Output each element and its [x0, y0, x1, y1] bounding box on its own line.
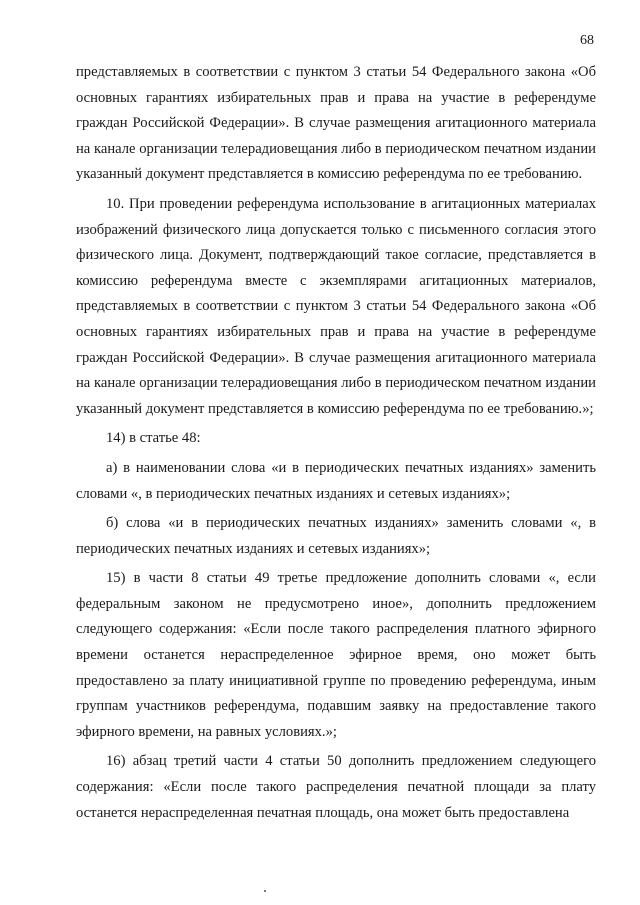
- paragraph-item-14: 14) в статье 48:: [106, 430, 201, 447]
- paragraph-item-14a: а) в наименовании слова «и в периодических печатных изданиях» заменить словами «, в периодических печатных изданиях и сетевых изданиях»;: [76, 459, 596, 502]
- paragraph-item-15: 15) в части 8 статьи 49 третье предложение дополнить словами «, если федеральным законом не предусмотрено иное», дополнить предложением следующего содержания: «Если после такого распределения платного эфирного времени останется нераспределенное эфирное время, оно может быть предоставлено за плату инициативной группе по проведению референдума, иным группам участников референдума, подавшим заявку на предоставление такого эфирного времени, на равных условиях.»;: [76, 570, 596, 740]
- paragraph-item-10: 10. При проведении референдума использование в агитационных материалах изображений физического лица допускается только с письменного согласия этого физического лица. Документ, подтверждающий такое согласие, представляется в комиссию референдума вместе с экземплярами агитационных материалов, представляемых в соответствии с пунктом 3 статьи 54 Федерального закона «Об основных гарантиях избирательных прав и права на участие в референдуме граждан Российской Федерации». В случае размещения агитационного материала на канале организации телерадиовещания либо в периодическом печатном издании указанный документ представляется в комиссию референдума по ее требованию.»;: [76, 195, 596, 417]
- paragraph-continuation: представляемых в соответствии с пунктом 3 статьи 54 Федерального закона «Об основных гарантиях избирательных прав и права на участие в референдуме граждан Российской Федерации». В случае размещения агитационного материала на канале организации телерадиовещания либо в периодическом печатном издании указанный документ представляется в комиссию референдума по ее требованию.: [76, 64, 596, 183]
- scan-speck: [264, 890, 266, 892]
- paragraph-item-14b: б) слова «и в периодических печатных изданиях» заменить словами «, в периодических печатных изданиях и сетевых изданиях»;: [76, 515, 596, 557]
- page-number: 68: [580, 33, 594, 48]
- body-text: [76, 60, 596, 830]
- paragraph-item-16: 16) абзац третий части 4 статьи 50 дополнить предложением следующего содержания: «Если после такого распределения печатной площади за плату останется нераспределенная печатная площадь, она может быть предоставлена: [76, 753, 596, 821]
